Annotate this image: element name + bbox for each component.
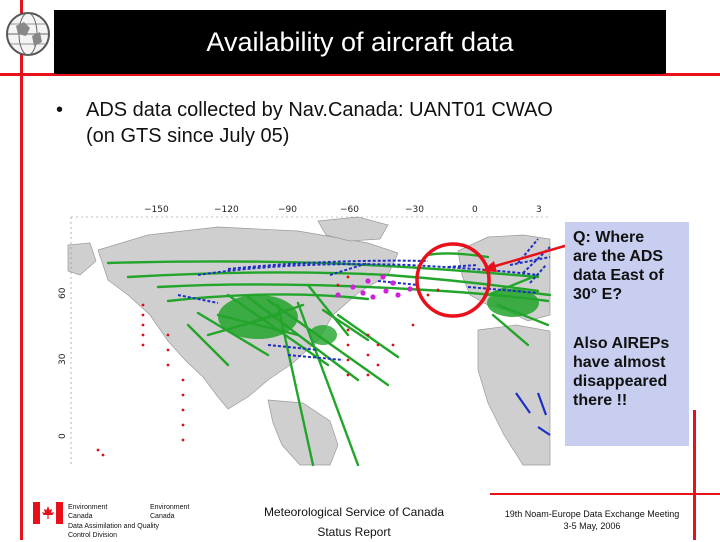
lon-tick-5: −30: [405, 205, 424, 215]
callout-question-line: are the ADS: [573, 248, 664, 265]
callout-note-line: there !!: [573, 392, 628, 409]
aircraft-observation-map: [58, 165, 550, 465]
footer-meeting-date: 3-5 May, 2006: [563, 521, 621, 531]
callout-note: [573, 334, 669, 410]
footer-canada-en: Canada: [68, 513, 93, 520]
lon-tick-6: 0: [472, 205, 478, 215]
bullet-text: [86, 97, 686, 149]
footer-env-fr: Environment: [150, 504, 190, 511]
callout-question-line: data East of: [573, 267, 664, 284]
callout-question-line: 30° E?: [573, 286, 623, 303]
lat-tick-60: 60: [58, 287, 68, 299]
callout-note-line: disappeared: [573, 373, 668, 390]
callout-note-line: Also AIREPs: [573, 335, 670, 352]
footer-meeting-name: 19th Noam-Europe Data Exchange Meeting: [504, 509, 680, 519]
footer-division-line1: Data Assimilation and Quality: [68, 523, 160, 530]
lat-tick-30: 30: [58, 353, 68, 365]
bullet-symbol: •: [56, 99, 64, 121]
lon-tick-3: −90: [278, 205, 297, 215]
footer-org: Meteorological Service of Canada: [263, 505, 445, 519]
bullet-line-1: ADS data collected by Nav.Canada: UANT01 CWAO: [86, 99, 553, 121]
red-horizontal-rule-right: [490, 493, 720, 495]
footer-report: Status Report: [317, 525, 391, 539]
bullet-line-2: (on GTS since July 05): [86, 125, 290, 147]
lon-tick-4: −60: [340, 205, 359, 215]
red-vertical-rule-right: [693, 410, 696, 540]
footer-division-line2: Control Division: [68, 532, 118, 539]
title-bar: [54, 10, 666, 74]
globe-logo-icon: [4, 10, 52, 58]
canada-flag-icon: [33, 502, 63, 524]
callout-box: [565, 222, 689, 446]
footer-meeting: [492, 508, 692, 532]
lat-tick-0: 0: [58, 433, 68, 439]
page-title: Availability of aircraft data: [206, 26, 514, 57]
footer-canada-fr: Canada: [150, 513, 175, 520]
lon-tick-7: 3: [536, 205, 542, 215]
callout-question-line: Q: Where: [573, 229, 645, 246]
red-vertical-rule: [20, 0, 23, 540]
footer-env-en: Environment: [68, 504, 108, 511]
callout-note-line: have almost: [573, 354, 666, 371]
lon-tick-1: −150: [144, 205, 169, 215]
footer-center-text: [232, 502, 476, 542]
lon-tick-2: −120: [214, 205, 239, 215]
callout-question: [573, 228, 664, 304]
